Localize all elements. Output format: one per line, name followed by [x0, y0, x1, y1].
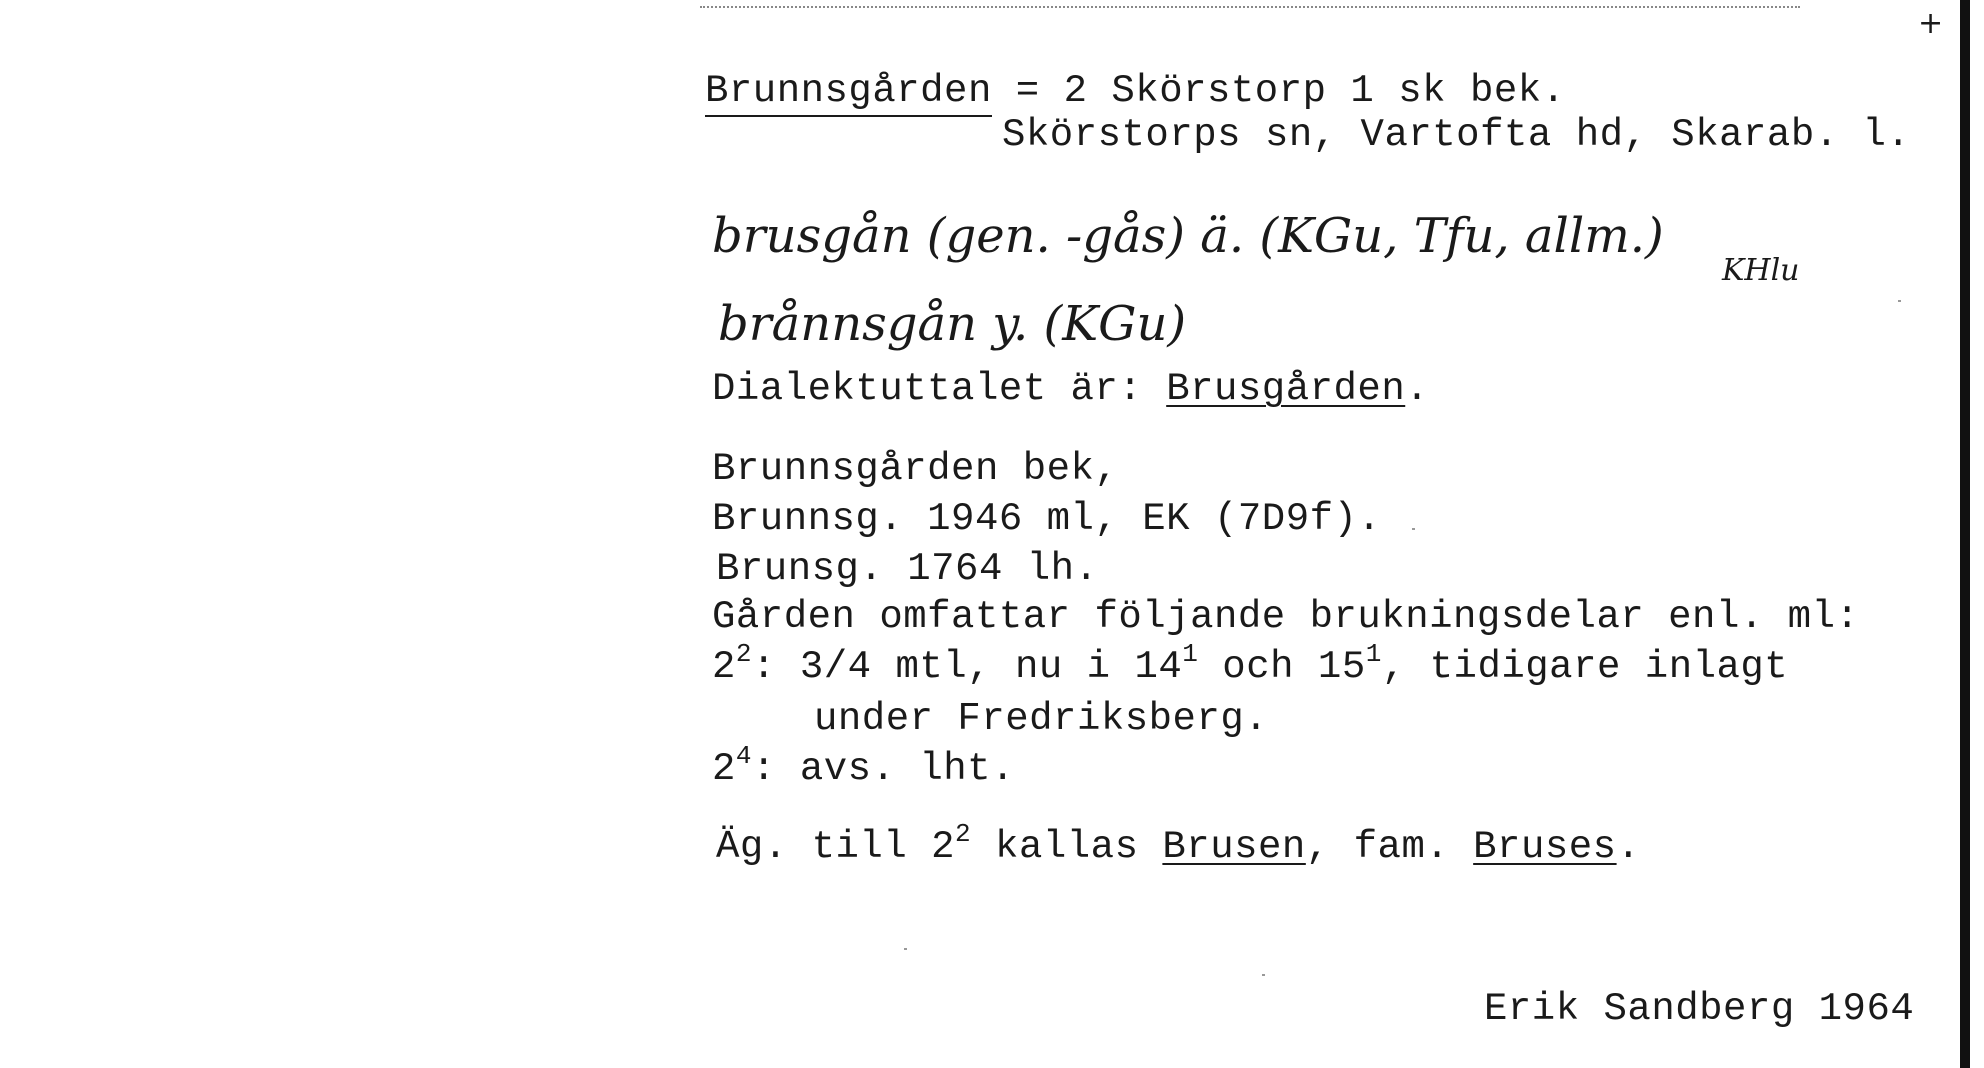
handwriting-note: KHlu [1722, 253, 1800, 288]
handwriting-line-2: brånnsgån y. (KGu) [718, 296, 1187, 352]
entry-line-3: Brunsg. 1764 lh. [716, 547, 1099, 591]
owner-name-1: Brusen [1162, 825, 1306, 869]
dialect-label: Dialektuttalet är: [712, 367, 1143, 411]
owner-line [716, 819, 1641, 869]
speck [1898, 300, 1901, 302]
part-1-num: 2 [712, 645, 736, 689]
part-1-text-b: och 15 [1198, 645, 1366, 689]
signature: Erik Sandberg 1964 [1484, 987, 1915, 1031]
owner-mid: kallas [971, 825, 1163, 869]
owner-sup: 2 [955, 819, 972, 849]
handwriting-line-1: brusgån (gen. -gås) ä. (KGu, Tfu, allm.) [712, 208, 1664, 264]
dialect-form: Brusgården [1166, 367, 1406, 411]
owner-sep: , fam. [1305, 825, 1474, 869]
owner-end: . [1616, 825, 1641, 869]
entry-line-2: Brunnsg. 1946 ml, EK (7D9f). [712, 497, 1382, 541]
part-2-num: 2 [712, 747, 736, 791]
part-1-text-a: : 3/4 mtl, nu i 14 [752, 645, 1183, 689]
part-1-sup: 2 [735, 639, 753, 669]
header-location: Skörstorps sn, Vartofta hd, Skarab. l. [1002, 113, 1911, 157]
card-right-edge [1960, 0, 1970, 1068]
plus-mark: + [1918, 6, 1944, 41]
card-top-edge [700, 6, 1800, 10]
speck [1262, 974, 1265, 976]
header-line [705, 69, 1566, 113]
owner-name-2: Bruses [1473, 825, 1617, 869]
dialect-end: . [1405, 367, 1430, 411]
speck [904, 948, 907, 950]
header-equals: = 2 Skörstorp 1 sk bek. [1015, 69, 1566, 113]
owner-prefix: Äg. till 2 [716, 825, 956, 869]
part-1-text-c: , tidigare inlagt [1381, 645, 1789, 689]
part-2-text: : avs. lht. [752, 747, 1015, 791]
part-row-1 [712, 639, 1789, 689]
part-1-continuation: under Fredriksberg. [814, 697, 1269, 741]
dialect-line [712, 367, 1430, 411]
header-name: Brunnsgården [705, 69, 992, 117]
part-1-sup-a: 1 [1182, 639, 1199, 669]
entry-line-1: Brunnsgården bek, [712, 447, 1119, 491]
part-2-sup: 4 [735, 741, 753, 771]
entry-line-4: Gården omfattar följande brukningsdelar enl. ml: [712, 595, 1860, 639]
speck [1412, 528, 1415, 530]
part-1-sup-b: 1 [1365, 639, 1382, 669]
part-row-2 [712, 741, 1015, 791]
